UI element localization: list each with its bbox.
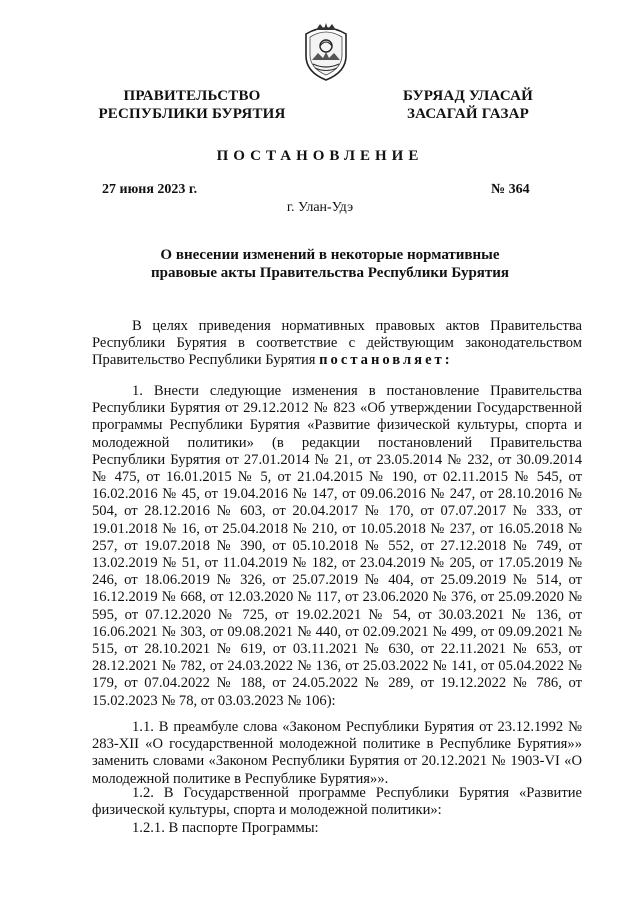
document-title bbox=[120, 246, 540, 282]
item-1-1-text: 1.1. В преамбуле слова «Законом Республики Бурятия от 23.12.1992 № 283-XII «О государственной молодежной политике в Республике Бурятия»» заменить словами «Законом Республики Бурятия от 20.12.2021 № 1903-VI «О молодежной политике в Республике Бурятия»». bbox=[92, 719, 582, 787]
item-1-1-paragraph bbox=[92, 719, 582, 788]
coat-of-arms-icon bbox=[298, 20, 354, 82]
preamble-paragraph bbox=[92, 318, 582, 370]
document-number: № 364 bbox=[491, 182, 530, 197]
item-1-text: 1. Внести следующие изменения в постановление Правительства Республики Бурятия от 29.12.2012 № 823 «Об утверждении Государственной программы Республики Бурятия «Развитие физической культуры, спорта и молодежной политики» (в редакции постановлений Правительства Республики Бурятия от 27.01.2014 № 21, от 23.05.2014 № 232, от 30.09.2014 № 475, от 16.01.2015 № 5, от 21.04.2015 № 190, от 02.11.2015 № 545, от 16.02.2016 № 45, от 19.04.2016 № 147, от 09.06.2016 № 247, от 28.10.2016 № 504, от 28.12.2016 № 603, от 20.04.2017 № 170, от 07.07.2017 № 333, от 19.01.2018 № 16, от 25.04.2018 № 210, от 10.05.2018 № 237, от 16.05.2018 № 257, от 19.07.2018 № 390, от 05.10.2018 № 552, от 27.12.2018 № 749, от 13.02.2019 № 51, от 11.04.2019 № 182, от 23.04.2019 № 205, от 17.05.2019 № 246, от 18.06.2019 № 326, от 25.07.2019 № 404, от 25.09.2019 № 514, от 16.12.2019 № 668, от 12.03.2020 № 117, от 23.06.2020 № 376, от 25.09.2020 № 595, от 07.12.2020 № 725, от 19.02.2021 № 54, от 30.03.2021 № 136, от 16.06.2021 № 303, от 09.08.2021 № 440, от 02.09.2021 № 499, от 09.09.2021 № 515, от 28.10.2021 № 619, от 03.11.2021 № 630, от 22.11.2021 № 653, от 28.12.2021 № 782, от 24.03.2022 № 136, от 25.03.2022 № 141, от 05.04.2022 № 179, от 07.04.2022 № 188, от 24.05.2022 № 289, от 19.12.2022 № 786, от 15.02.2023 № 78, от 03.03.2023 № 106): bbox=[92, 383, 582, 709]
government-name-line: РЕСПУБЛИКИ БУРЯТИЯ bbox=[98, 106, 286, 122]
document-city: г. Улан-Удэ bbox=[286, 200, 354, 215]
document-date: 27 июня 2023 г. bbox=[102, 182, 198, 197]
item-1-2-text: 1.2. В Государственной программе Республики Бурятия «Развитие физической культуры, спорта и молодежной политики»: bbox=[92, 785, 582, 819]
item-1-2-1-paragraph bbox=[92, 820, 582, 837]
government-name-line: ЗАСАГАЙ ГАЗАР bbox=[407, 106, 529, 122]
government-name-buryat bbox=[388, 87, 548, 123]
government-name-line: БУРЯАД УЛАСАЙ bbox=[402, 88, 534, 104]
item-1-2-paragraph bbox=[92, 785, 582, 819]
decree-word: постановляет: bbox=[319, 352, 453, 369]
item-1-paragraph bbox=[92, 383, 582, 710]
preamble-text: В целях приведения нормативных правовых актов Правительства Республики Бурятия в соответствие с действующим законодательством Правительство Республики Бурятия bbox=[92, 318, 582, 369]
title-line: О внесении изменений в некоторые нормативные bbox=[160, 247, 500, 263]
title-line: правовые акты Правительства Республики Бурятия bbox=[150, 265, 510, 281]
government-name-line: ПРАВИТЕЛЬСТВО bbox=[123, 88, 261, 104]
document-type: ПОСТАНОВЛЕНИЕ bbox=[216, 148, 424, 164]
item-1-2-1-text: 1.2.1. В паспорте Программы: bbox=[132, 820, 319, 836]
government-name-russian bbox=[92, 87, 292, 123]
